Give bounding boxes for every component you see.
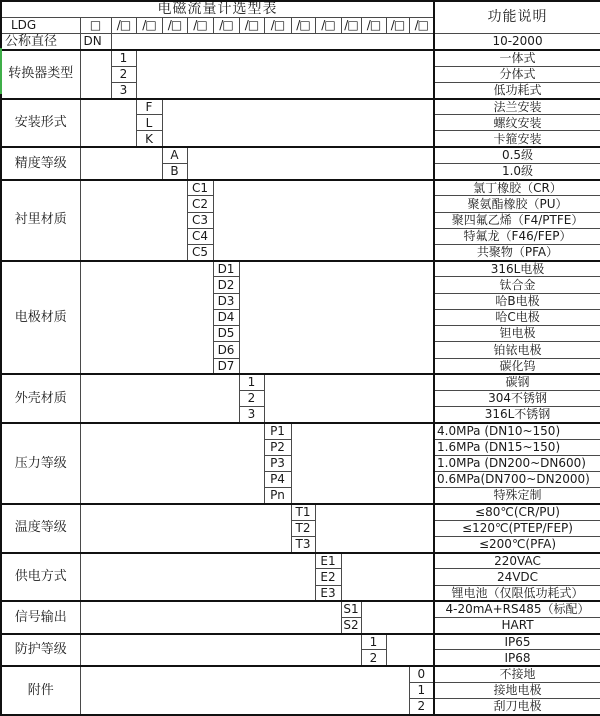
model-slot-cell: /□ xyxy=(162,17,187,33)
filler-left-electrode-material xyxy=(80,261,213,375)
filler-right-pressure-rating xyxy=(291,423,434,504)
filler-left-housing-material xyxy=(80,374,239,423)
filler-right-mounting-type xyxy=(162,99,434,148)
code-cell-accuracy-class-A: A xyxy=(162,147,187,163)
code-cell-lining-material-C4: C4 xyxy=(187,228,213,244)
code-cell-mounting-type-L: L xyxy=(136,115,162,131)
filler-left-mounting-type xyxy=(80,99,136,148)
filler-left-temperature-rating xyxy=(80,504,291,553)
function-cell-electrode-material-D3: 哈B电极 xyxy=(434,293,600,309)
code-cell-power-supply-E1: E1 xyxy=(315,553,341,569)
function-cell-signal-output-S1: 4-20mA+RS485（标配） xyxy=(434,601,600,617)
function-cell-mounting-type-K: 卡箍安装 xyxy=(434,131,600,147)
table-title: 电磁流量计选型表 xyxy=(1,1,434,17)
code-cell-lining-material-C1: C1 xyxy=(187,180,213,196)
code-cell-lining-material-C2: C2 xyxy=(187,196,213,212)
code-cell-electrode-material-D5: D5 xyxy=(213,326,239,342)
left-edge-artifact xyxy=(0,48,2,94)
filler-right-protection-rating xyxy=(386,634,434,666)
function-cell-temperature-rating-T3: ≤200℃(PFA) xyxy=(434,536,600,552)
code-cell-accessories-1: 1 xyxy=(409,682,434,698)
code-cell-temperature-rating-T3: T3 xyxy=(291,536,315,552)
model-slot-cell: /□ xyxy=(315,17,341,33)
filler-left-power-supply xyxy=(80,553,315,602)
model-box-cell: □ xyxy=(80,17,111,33)
function-cell-pressure-rating-P1: 4.0MPa (DN10~150) xyxy=(434,423,600,439)
model-slot-cell: /□ xyxy=(239,17,264,33)
model-slot-cell: /□ xyxy=(341,17,361,33)
group-label-signal-output: 信号输出 xyxy=(1,601,80,633)
model-slot-cell: /□ xyxy=(111,17,136,33)
code-cell-accuracy-class-B: B xyxy=(162,163,187,179)
code-cell-mounting-type-F: F xyxy=(136,99,162,115)
function-cell-lining-material-C5: 共聚物（PFA） xyxy=(434,244,600,260)
filler-left-accessories xyxy=(80,666,409,715)
model-slot-cell: /□ xyxy=(291,17,315,33)
function-cell-accessories-0: 不接地 xyxy=(434,666,600,682)
function-cell-lining-material-C1: 氯丁橡胶（CR） xyxy=(434,180,600,196)
function-cell-temperature-rating-T2: ≤120℃(PTEP/FEP) xyxy=(434,520,600,536)
function-column-header: 功能说明 xyxy=(434,1,600,34)
group-label-lining-material: 衬里材质 xyxy=(1,180,80,261)
function-cell-electrode-material-D6: 铂铱电极 xyxy=(434,342,600,358)
function-cell-signal-output-S2: HART xyxy=(434,618,600,634)
filler-right-lining-material xyxy=(213,180,434,261)
filler-right-accuracy-class xyxy=(187,147,434,179)
group-label-converter-type: 转换器类型 xyxy=(1,50,80,99)
model-prefix-cell: LDG xyxy=(1,17,80,33)
code-cell-pressure-rating-P4: P4 xyxy=(264,472,291,488)
code-cell-electrode-material-D2: D2 xyxy=(213,277,239,293)
code-cell-accessories-2: 2 xyxy=(409,699,434,715)
filler-right-electrode-material xyxy=(239,261,434,375)
filler-left-accuracy-class xyxy=(80,147,162,179)
group-label-protection-rating: 防护等级 xyxy=(1,634,80,666)
function-cell-housing-material-2: 304不锈钢 xyxy=(434,390,600,406)
function-cell-electrode-material-D1: 316L电极 xyxy=(434,261,600,277)
group-label-electrode-material: 电极材质 xyxy=(1,261,80,375)
code-cell-lining-material-C3: C3 xyxy=(187,212,213,228)
code-cell-converter-type-2: 2 xyxy=(111,66,136,82)
code-cell-pressure-rating-P2: P2 xyxy=(264,439,291,455)
filler-right-signal-output xyxy=(361,601,434,633)
function-cell-converter-type-2: 分体式 xyxy=(434,66,600,82)
code-cell-converter-type-3: 3 xyxy=(111,82,136,98)
function-cell-electrode-material-D2: 钛合金 xyxy=(434,277,600,293)
code-cell-accessories-0: 0 xyxy=(409,666,434,682)
filler-right-converter-type xyxy=(136,50,434,99)
function-cell-mounting-type-F: 法兰安装 xyxy=(434,99,600,115)
model-slot-cell: /□ xyxy=(409,17,434,33)
code-cell-pressure-rating-Pn: Pn xyxy=(264,488,291,504)
code-cell-housing-material-3: 3 xyxy=(239,407,264,423)
function-cell-protection-rating-2: IP68 xyxy=(434,650,600,666)
function-cell-accessories-1: 接地电极 xyxy=(434,682,600,698)
code-cell-temperature-rating-T1: T1 xyxy=(291,504,315,520)
filler-right-temperature-rating xyxy=(315,504,434,553)
function-cell-electrode-material-D5: 钽电极 xyxy=(434,326,600,342)
diameter-label-cell: 公称直径 xyxy=(1,34,80,50)
function-cell-lining-material-C2: 聚氨酯橡胶（PU） xyxy=(434,196,600,212)
group-label-accuracy-class: 精度等级 xyxy=(1,147,80,179)
filler-left-signal-output xyxy=(80,601,341,633)
function-cell-mounting-type-L: 螺纹安装 xyxy=(434,115,600,131)
function-cell-accessories-2: 刮刀电极 xyxy=(434,699,600,715)
code-cell-signal-output-S2: S2 xyxy=(341,618,361,634)
function-cell-converter-type-3: 低功耗式 xyxy=(434,82,600,98)
group-label-pressure-rating: 压力等级 xyxy=(1,423,80,504)
function-cell-power-supply-E3: 锂电池（仅限低功耗式） xyxy=(434,585,600,601)
filler-left-protection-rating xyxy=(80,634,361,666)
code-cell-lining-material-C5: C5 xyxy=(187,244,213,260)
code-cell-power-supply-E3: E3 xyxy=(315,585,341,601)
code-cell-housing-material-1: 1 xyxy=(239,374,264,390)
function-cell-pressure-rating-P2: 1.6MPa (DN15~150) xyxy=(434,439,600,455)
function-cell-power-supply-E1: 220VAC xyxy=(434,553,600,569)
code-cell-housing-material-2: 2 xyxy=(239,390,264,406)
function-cell-accuracy-class-B: 1.0级 xyxy=(434,163,600,179)
diameter-function-cell: 10-2000 xyxy=(434,34,600,50)
filler-right-housing-material xyxy=(264,374,434,423)
function-cell-lining-material-C3: 聚四氟乙烯（F4/PTFE） xyxy=(434,212,600,228)
code-cell-protection-rating-1: 1 xyxy=(361,634,386,650)
diameter-filler-cell xyxy=(111,34,434,50)
model-slot-cell: /□ xyxy=(264,17,291,33)
group-label-accessories: 附件 xyxy=(1,666,80,715)
code-cell-temperature-rating-T2: T2 xyxy=(291,520,315,536)
function-cell-pressure-rating-P4: 0.6MPa(DN700~DN2000) xyxy=(434,472,600,488)
model-slot-cell: /□ xyxy=(187,17,213,33)
code-cell-electrode-material-D4: D4 xyxy=(213,309,239,325)
function-cell-pressure-rating-Pn: 特殊定制 xyxy=(434,488,600,504)
function-cell-housing-material-3: 316L不锈钢 xyxy=(434,407,600,423)
function-cell-temperature-rating-T1: ≤80℃(CR/PU) xyxy=(434,504,600,520)
group-label-housing-material: 外壳材质 xyxy=(1,374,80,423)
function-cell-housing-material-1: 碳钢 xyxy=(434,374,600,390)
model-slot-cell: /□ xyxy=(136,17,162,33)
function-cell-pressure-rating-P3: 1.0MPa (DN200~DN600) xyxy=(434,455,600,471)
code-cell-power-supply-E2: E2 xyxy=(315,569,341,585)
group-label-mounting-type: 安装形式 xyxy=(1,99,80,148)
group-label-power-supply: 供电方式 xyxy=(1,553,80,602)
function-cell-lining-material-C4: 特氟龙（F46/FEP） xyxy=(434,228,600,244)
code-cell-signal-output-S1: S1 xyxy=(341,601,361,617)
code-cell-pressure-rating-P1: P1 xyxy=(264,423,291,439)
code-cell-electrode-material-D6: D6 xyxy=(213,342,239,358)
code-cell-mounting-type-K: K xyxy=(136,131,162,147)
model-slot-cell: /□ xyxy=(213,17,239,33)
filler-left-lining-material xyxy=(80,180,187,261)
function-cell-electrode-material-D4: 哈C电极 xyxy=(434,309,600,325)
code-cell-protection-rating-2: 2 xyxy=(361,650,386,666)
function-cell-converter-type-1: 一体式 xyxy=(434,50,600,66)
model-slot-cell: /□ xyxy=(386,17,409,33)
model-slot-cell: /□ xyxy=(361,17,386,33)
code-cell-converter-type-1: 1 xyxy=(111,50,136,66)
code-cell-electrode-material-D1: D1 xyxy=(213,261,239,277)
code-cell-electrode-material-D7: D7 xyxy=(213,358,239,374)
code-cell-electrode-material-D3: D3 xyxy=(213,293,239,309)
filler-left-pressure-rating xyxy=(80,423,264,504)
group-label-temperature-rating: 温度等级 xyxy=(1,504,80,553)
diameter-code-cell: DN xyxy=(80,34,111,50)
function-cell-protection-rating-1: IP65 xyxy=(434,634,600,650)
code-cell-pressure-rating-P3: P3 xyxy=(264,455,291,471)
filler-left-converter-type xyxy=(80,50,111,99)
filler-right-power-supply xyxy=(341,553,434,602)
function-cell-power-supply-E2: 24VDC xyxy=(434,569,600,585)
function-cell-accuracy-class-A: 0.5级 xyxy=(434,147,600,163)
function-cell-electrode-material-D7: 碳化钨 xyxy=(434,358,600,374)
